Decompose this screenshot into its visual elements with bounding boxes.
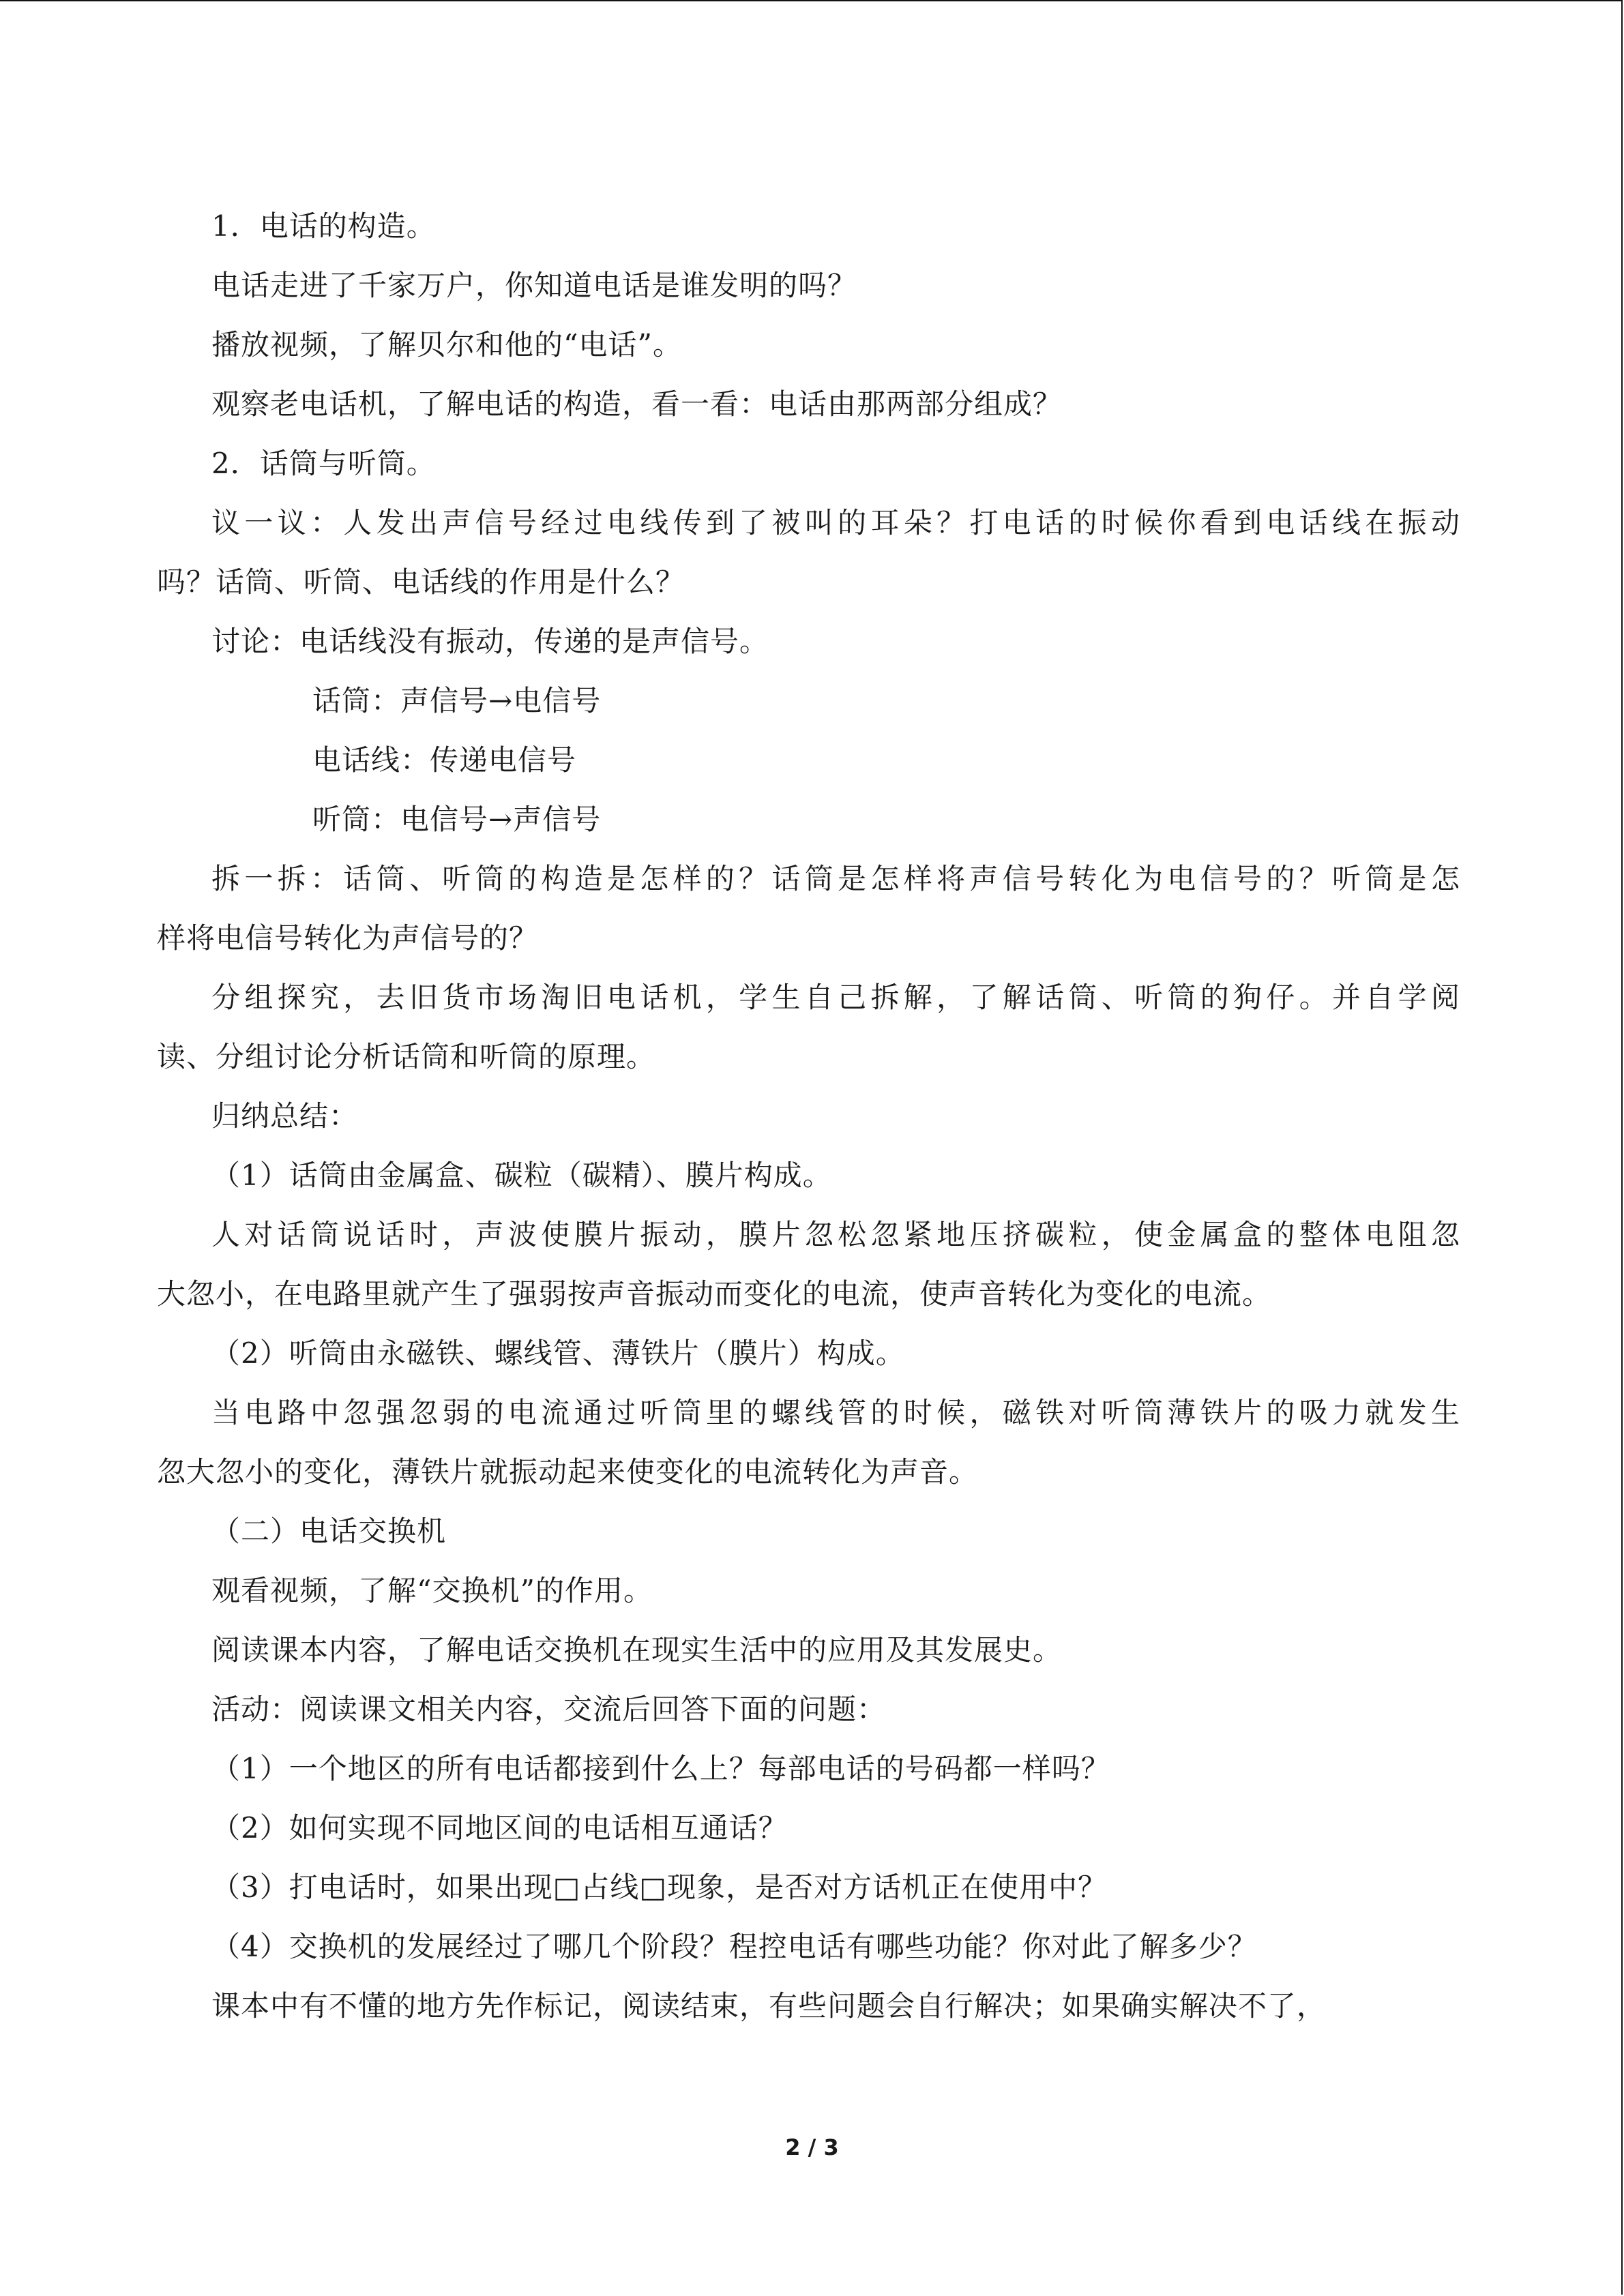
page-number: 2 / 3 — [785, 2134, 839, 2160]
paragraph-line: 样将电信号转化为声信号的？ — [157, 921, 539, 955]
paragraph-line: 课本中有不懂的地方先作标记，阅读结束，有些问题会自行解决；如果确实解决不了， — [211, 1989, 1327, 2023]
paragraph-line: 播放视频，了解贝尔和他的“电话”。 — [211, 328, 682, 361]
paragraph-line: （4）交换机的发展经过了哪几个阶段？程控电话有哪些功能？你对此了解多少？ — [211, 1930, 1257, 1963]
paragraph-line: 观看视频，了解“交换机”的作用。 — [211, 1574, 653, 1607]
paragraph-line: 讨论：电话线没有振动，传递的是声信号。 — [211, 625, 769, 658]
paragraph-line: 观察老电话机，了解电话的构造，看一看：电话由那两部分组成？ — [211, 387, 1063, 421]
paragraph-line: 拆一拆：话筒、听筒的构造是怎样的？话筒是怎样将声信号转化为电信号的？听筒是怎 — [211, 862, 1460, 895]
paragraph-line: （1）话筒由金属盒、碳粒（碳精）、膜片构成。 — [211, 1159, 832, 1192]
paragraph-line: 吗？话筒、听筒、电话线的作用是什么？ — [157, 565, 685, 599]
paragraph-line: 归纳总结： — [211, 1099, 359, 1133]
paragraph-line: （3）打电话时，如果出现□占线□现象，是否对方话机正在使用中？ — [211, 1870, 1108, 1904]
paragraph-line: 电话线：传递电信号 — [312, 743, 577, 777]
paragraph-line: 分组探究，去旧货市场淘旧电话机，学生自己拆解，了解话筒、听筒的狗仔。并自学阅 — [211, 981, 1460, 1014]
paragraph-line: 阅读课本内容，了解电话交换机在现实生活中的应用及其发展史。 — [211, 1633, 1063, 1667]
paragraph-line: （二）电话交换机 — [211, 1515, 447, 1548]
paragraph-line: 电话走进了千家万户，你知道电话是谁发明的吗？ — [211, 269, 857, 302]
paragraph-line: （1）一个地区的所有电话都接到什么上？每部电话的号码都一样吗？ — [211, 1752, 1110, 1785]
paragraph-line: （2）如何实现不同地区间的电话相互通话？ — [211, 1811, 788, 1845]
paragraph-line: （2）听筒由永磁铁、螺线管、薄铁片（膜片）构成。 — [211, 1337, 905, 1370]
paragraph-line: 1．电话的构造。 — [211, 209, 436, 243]
paragraph-line: 活动：阅读课文相关内容，交流后回答下面的问题： — [211, 1693, 887, 1726]
paragraph-line: 2．话筒与听筒。 — [211, 447, 436, 480]
paragraph-line: 听筒：电信号→声信号 — [312, 803, 602, 836]
paragraph-line: 忽大忽小的变化，薄铁片就振动起来使变化的电流转化为声音。 — [157, 1455, 979, 1489]
paragraph-line: 话筒：声信号→电信号 — [312, 684, 602, 717]
paragraph-line: 人对话筒说话时，声波使膜片振动，膜片忽松忽紧地压挤碳粒，使金属盒的整体电阻忽 — [211, 1218, 1460, 1251]
paragraph-line: 大忽小，在电路里就产生了强弱按声音振动而变化的电流，使声音转化为变化的电流。 — [157, 1277, 1272, 1311]
paragraph-line: 读、分组讨论分析话筒和听筒的原理。 — [157, 1040, 656, 1073]
paragraph-line: 议一议：人发出声信号经过电线传到了被叫的耳朵？打电话的时候你看到电话线在振动 — [211, 506, 1460, 539]
paragraph-line: 当电路中忽强忽弱的电流通过听筒里的螺线管的时候，磁铁对听筒薄铁片的吸力就发生 — [211, 1396, 1460, 1429]
